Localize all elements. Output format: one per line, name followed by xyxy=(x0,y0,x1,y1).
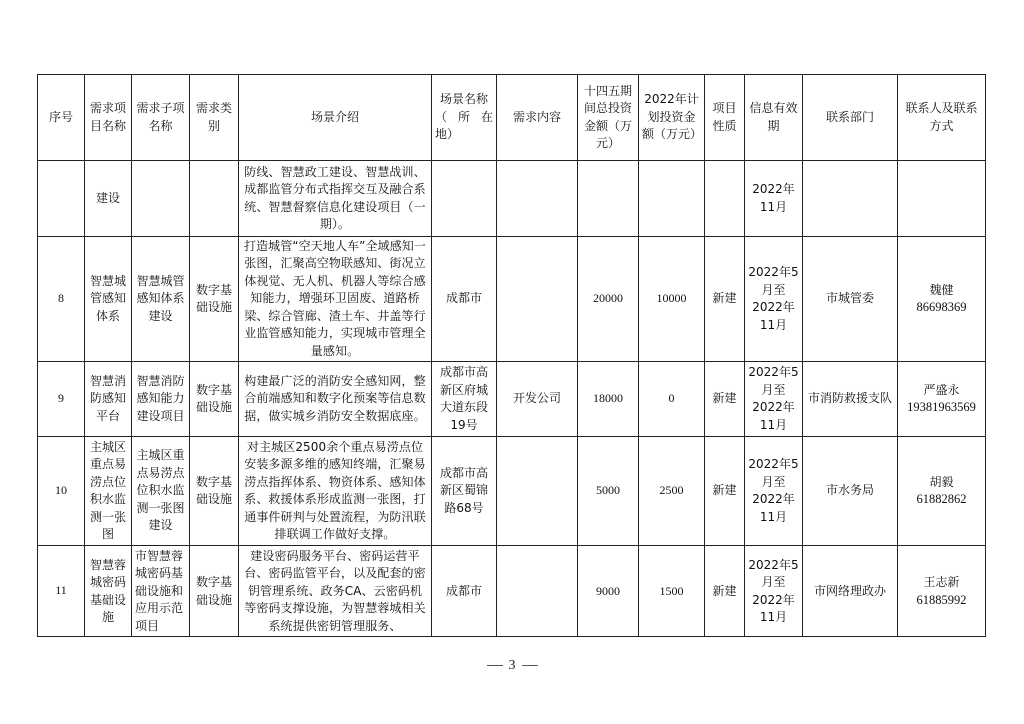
row-content xyxy=(497,546,578,637)
header-demand-sub: 需求子项名称 xyxy=(132,75,190,161)
row-sub: 主城区重点易涝点位积水监测一张图建设 xyxy=(132,437,190,546)
row-plan-invest: 2500 xyxy=(639,437,705,546)
header-seq: 序号 xyxy=(38,75,85,161)
row-sub: 市智慧蓉城密码基础设施和应用示范项目 xyxy=(132,546,190,637)
row-dept: 市网络理政办 xyxy=(803,546,898,637)
row-intro: 防线、智慧政工建设、智慧战训、成都监管分布式指挥交互及融合系统、智慧督察信息化建设项目（一期）。 xyxy=(239,161,432,237)
contact-phone: 61882862 xyxy=(916,492,967,506)
row-content xyxy=(497,161,578,237)
row-category: 数字基础设施 xyxy=(190,362,239,437)
header-content: 需求内容 xyxy=(497,75,578,161)
row-seq: 8 xyxy=(38,237,85,362)
row-valid: 2022年5月至2022年11月 xyxy=(745,437,803,546)
contact-phone: 86698369 xyxy=(916,300,967,314)
row-seq: 11 xyxy=(38,546,85,637)
row-nature: 新建 xyxy=(705,546,745,637)
header-plan-invest: 2022年计划投资金额（万元） xyxy=(639,75,705,161)
row-category xyxy=(190,161,239,237)
row-plan-invest xyxy=(639,161,705,237)
row-contact xyxy=(898,161,986,237)
header-dept: 联系部门 xyxy=(803,75,898,161)
row-total-invest: 20000 xyxy=(578,237,639,362)
row-seq xyxy=(38,161,85,237)
header-contact: 联系人及联系方式 xyxy=(898,75,986,161)
contact-phone: 61885992 xyxy=(916,592,967,607)
row-nature: 新建 xyxy=(705,362,745,437)
page-number: 3 xyxy=(508,658,516,673)
row-sub xyxy=(132,161,190,237)
header-scene-location-line2: （所在 xyxy=(435,109,493,124)
row-content xyxy=(497,237,578,362)
row-category: 数字基础设施 xyxy=(190,237,239,362)
row-sub: 智慧城管感知体系建设 xyxy=(132,237,190,362)
row-item: 智慧消防感知平台 xyxy=(85,362,132,437)
row-location: 成都市 xyxy=(432,546,497,637)
row-intro: 对主城区2500余个重点易涝点位安装多源多维的感知终端，汇聚易涝点指挥体系、物资体系、感知体系、救援体系形成监测一张图，打通事件研判与处置流程，为防汛联排联调工作做好支撑。 xyxy=(239,437,432,546)
contact-name: 王志新 xyxy=(923,575,960,589)
row-item: 智慧城管感知体系 xyxy=(85,237,132,362)
header-valid: 信息有效期 xyxy=(745,75,803,161)
row-valid: 2022年5月至2022年11月 xyxy=(745,546,803,637)
row-valid: 2022年11月 xyxy=(745,161,803,237)
contact-name: 胡毅 xyxy=(929,474,954,489)
contact-name: 魏健 xyxy=(929,282,954,297)
table-row xyxy=(38,161,986,237)
header-scene-location-line1: 场景名称 xyxy=(439,92,488,107)
row-location: 成都市高新区府城大道东段19号 xyxy=(432,362,497,437)
row-seq: 10 xyxy=(38,437,85,546)
row-nature: 新建 xyxy=(705,237,745,362)
row-nature: 新建 xyxy=(705,437,745,546)
row-valid: 2022年5月至2022年11月 xyxy=(745,237,803,362)
row-contact xyxy=(898,237,986,362)
row-item: 智慧蓉城密码基础设施 xyxy=(85,546,132,637)
row-plan-invest: 10000 xyxy=(639,237,705,362)
header-scene-location xyxy=(432,75,497,161)
table-row xyxy=(38,546,986,637)
row-content xyxy=(497,437,578,546)
row-intro: 建设密码服务平台、密码运营平台、密码监管平台，以及配套的密钥管理系统、政务CA、云密码机等密码支撑设施，为智慧蓉城相关系统提供密钥管理服务、 xyxy=(239,546,432,637)
header-category: 需求类别 xyxy=(190,75,239,161)
row-item: 建设 xyxy=(85,161,132,237)
header-scene-intro: 场景介绍 xyxy=(239,75,432,161)
row-intro: 打造城管“空天地人车”全域感知一张图，汇聚高空物联感知、街况立体视觉、无人机、机器人等综合感知能力，增强环卫固废、道路桥梁、综合管廊、渣土车、井盖等行业监管感知能力，实现城市管理全量感知。 xyxy=(239,237,432,362)
row-dept: 市水务局 xyxy=(803,437,898,546)
row-content: 开发公司 xyxy=(497,362,578,437)
header-scene-location-line3: 地） xyxy=(435,127,460,142)
row-contact xyxy=(898,546,986,637)
row-total-invest: 9000 xyxy=(578,546,639,637)
row-category: 数字基础设施 xyxy=(190,437,239,546)
header-demand-item: 需求项目名称 xyxy=(85,75,132,161)
table-row xyxy=(38,362,986,437)
row-intro: 构建最广泛的消防安全感知网，整合前端感知和数字化预案等信息数据，做实城乡消防安全数据底座。 xyxy=(239,362,432,437)
page-footer xyxy=(0,658,1024,674)
row-seq: 9 xyxy=(38,362,85,437)
contact-phone: 19381963569 xyxy=(907,400,976,414)
row-valid: 2022年5月至2022年11月 xyxy=(745,362,803,437)
contact-name: 严盛永 xyxy=(923,382,960,397)
table-row xyxy=(38,237,986,362)
row-dept: 市消防救援支队 xyxy=(803,362,898,437)
row-sub: 智慧消防感知能力建设项目 xyxy=(132,362,190,437)
row-dept xyxy=(803,161,898,237)
row-total-invest xyxy=(578,161,639,237)
row-plan-invest: 0 xyxy=(639,362,705,437)
row-location: 成都市 xyxy=(432,237,497,362)
row-category: 数字基础设施 xyxy=(190,546,239,637)
footer-dash-right xyxy=(522,665,538,666)
row-contact xyxy=(898,362,986,437)
table-row xyxy=(38,437,986,546)
header-total-invest: 十四五期间总投资金额（万元） xyxy=(578,75,639,161)
row-contact xyxy=(898,437,986,546)
row-total-invest: 18000 xyxy=(578,362,639,437)
footer-dash-left xyxy=(487,665,503,666)
row-plan-invest: 1500 xyxy=(639,546,705,637)
demand-table xyxy=(37,74,986,637)
row-nature xyxy=(705,161,745,237)
row-total-invest: 5000 xyxy=(578,437,639,546)
row-dept: 市城管委 xyxy=(803,237,898,362)
header-nature: 项目性质 xyxy=(705,75,745,161)
row-item: 主城区重点易涝点位积水监测一张图 xyxy=(85,437,132,546)
row-location xyxy=(432,161,497,237)
row-location: 成都市高新区蜀锦路68号 xyxy=(432,437,497,546)
header-row xyxy=(38,75,986,161)
